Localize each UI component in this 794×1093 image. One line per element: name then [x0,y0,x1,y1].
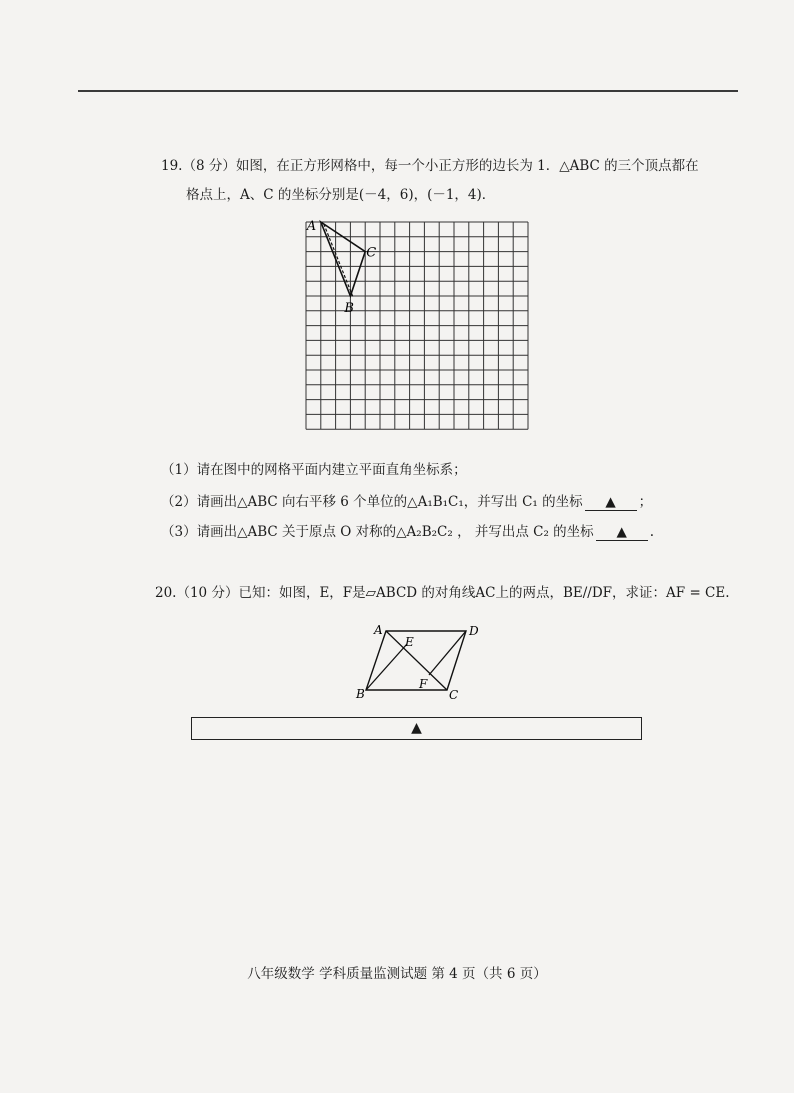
label-b: B [356,687,365,701]
label-e: E [405,635,414,649]
diagonal-ac [386,631,447,690]
label-c: C [449,688,459,702]
q19-part1: （1）请在图中的网格平面内建立平面直角坐标系； [161,462,467,478]
q19-part3 [161,524,654,541]
label-a: A [306,219,317,234]
label-f: F [419,677,428,691]
q19-part2 [161,494,652,511]
segment-be [366,644,407,690]
label-b: B [344,301,354,316]
segment-df [429,631,466,675]
q20-answer-box[interactable]: ▲ [191,717,642,740]
q19-part3-blank[interactable]: ▲ [596,524,648,541]
q19-grid-figure [300,216,540,448]
q19-part2-text: （2）请画出△ABC 向右平移 6 个单位的△A₁B₁C₁，并写出 C₁ 的坐标 [161,494,583,510]
q20-parallelogram-figure [350,618,480,704]
label-a: A [374,623,383,637]
grid-lines [306,222,528,429]
q19-part2-blank[interactable]: ▲ [585,494,637,511]
q19-line2: 格点上，A、C 的坐标分别是(－4，6)，(－1，4)． [186,187,496,203]
triangle-abc [321,222,365,296]
q19-line1: 19.（8 分）如图，在正方形网格中，每一个小正方形的边长为 1．△ABC 的三个顶点都在 [161,158,699,174]
header-rule [78,90,738,92]
label-c: C [366,245,377,261]
q19-part2-end: ； [638,494,653,510]
q19-part3-end: . [649,524,654,540]
q19-part3-text: （3）请画出△ABC 关于原点 O 对称的△A₂B₂C₂ ， 并写出点 C₂ 的坐标 [161,524,594,540]
triangle-ab-dashed [324,224,354,298]
label-d: D [469,624,479,638]
page-footer: 八年级数学 学科质量监测试题 第 4 页（共 6 页） [247,966,547,982]
q20-stem: 20.（10 分）已知：如图，E，F是▱ABCD 的对角线AC上的两点，BE//DF，求证：AF = CE. [155,585,730,601]
